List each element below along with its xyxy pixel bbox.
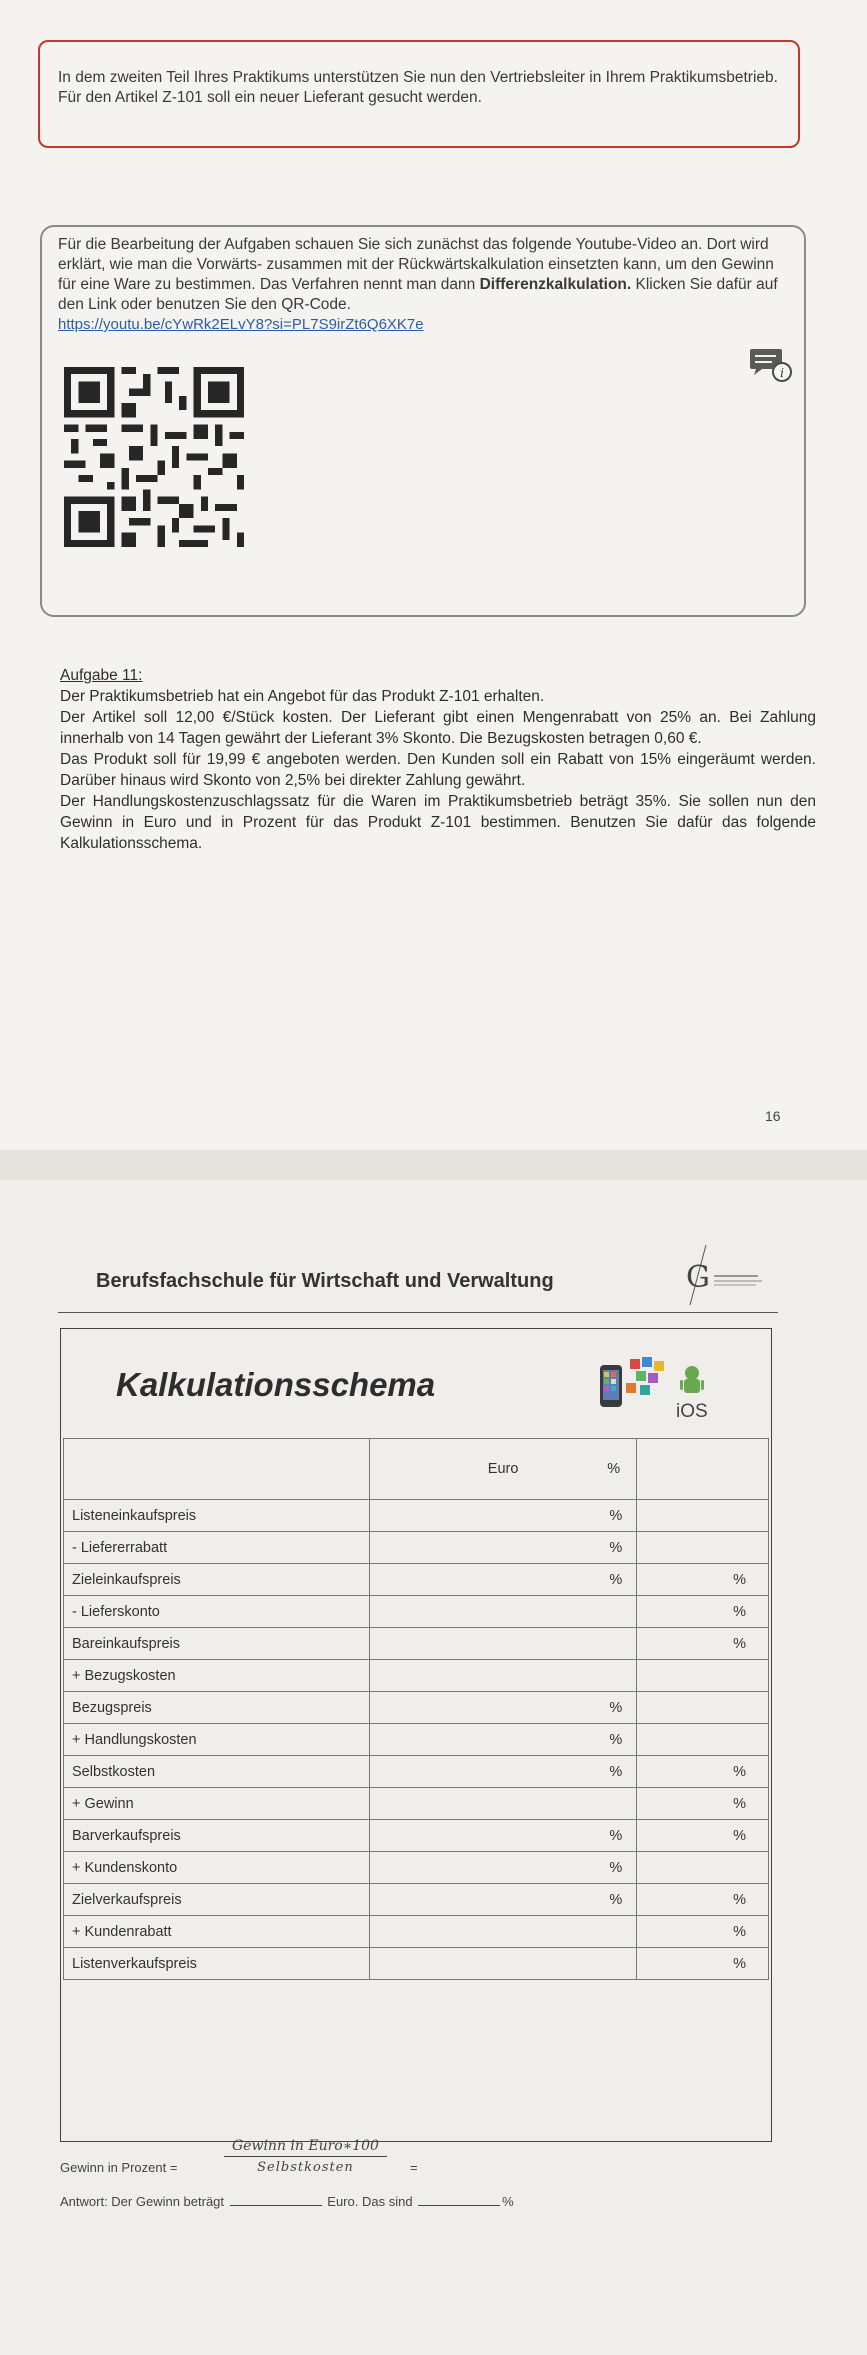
table-row [64, 1500, 769, 1532]
intro-text: In dem zweiten Teil Ihres Praktikums unterstützen Sie nun den Vertriebsleiter in Ihrem Praktikumsbetrieb. Für den Artikel Z-101 soll ein neuer Lieferant gesucht werden. [58, 69, 778, 106]
euro-cell[interactable]: % [370, 1692, 637, 1724]
formula-equals: = [410, 2160, 418, 2175]
task-paragraph-2: Das Produkt soll für 19,99 € angeboten werden. Den Kunden soll ein Rabatt von 15% eingeräumt werden. Darüber hinaus wird Skonto von 2,5% bei direkter Zahlung gewährt. [60, 751, 816, 789]
task-section [60, 665, 816, 854]
answer-part-3: % [502, 2194, 514, 2209]
row-label: Barverkaufspreis [64, 1820, 370, 1852]
percent-cell[interactable] [637, 1852, 769, 1884]
page-gap [0, 1150, 867, 1180]
table-row [64, 1916, 769, 1948]
table-row [64, 1756, 769, 1788]
formula-numerator: Gewinn in Euro∗100 [224, 2138, 387, 2157]
euro-cell[interactable] [370, 1916, 637, 1948]
task-line-1: Der Praktikumsbetrieb hat ein Angebot für das Produkt Z-101 erhalten. [60, 688, 545, 705]
euro-cell[interactable] [370, 1596, 637, 1628]
school-logo-icon [676, 1245, 776, 1305]
euro-cell[interactable] [370, 1948, 637, 1980]
percent-cell[interactable]: % [637, 1916, 769, 1948]
table-row [64, 1884, 769, 1916]
header-label-cell [64, 1439, 370, 1500]
answer-euro-blank[interactable] [230, 2193, 322, 2206]
task-heading: Aufgabe 11: [60, 667, 143, 684]
table-row [64, 1948, 769, 1980]
percent-cell[interactable] [637, 1692, 769, 1724]
table-row [64, 1788, 769, 1820]
header-rule [58, 1312, 778, 1313]
header-percent: % [637, 1439, 769, 1500]
euro-cell[interactable]: % [370, 1532, 637, 1564]
percent-cell[interactable] [637, 1724, 769, 1756]
formula-fraction [224, 2138, 387, 2175]
calculation-table [63, 1438, 769, 1980]
row-label: + Kundenrabatt [64, 1916, 370, 1948]
table-row [64, 1564, 769, 1596]
row-label: Zielverkaufspreis [64, 1884, 370, 1916]
school-name: Berufsfachschule für Wirtschaft und Verwaltung [96, 1270, 554, 1292]
euro-cell[interactable]: % [370, 1756, 637, 1788]
table-row [64, 1820, 769, 1852]
percent-cell[interactable] [637, 1532, 769, 1564]
euro-cell[interactable]: % [370, 1820, 637, 1852]
svg-text:i: i [780, 366, 784, 380]
row-label: - Liefererrabatt [64, 1532, 370, 1564]
percent-cell[interactable]: % [637, 1948, 769, 1980]
row-label: + Gewinn [64, 1788, 370, 1820]
video-text-after: Klicken Sie dafür auf den Link oder benutzen Sie den QR-Code. [58, 276, 778, 313]
row-label: + Handlungskosten [64, 1724, 370, 1756]
percent-cell[interactable]: % [637, 1596, 769, 1628]
row-label: + Kundenskonto [64, 1852, 370, 1884]
video-instruction-box [40, 225, 806, 617]
percent-cell[interactable] [637, 1500, 769, 1532]
table-row [64, 1692, 769, 1724]
table-row [64, 1724, 769, 1756]
youtube-link[interactable]: https://youtu.be/cYwRk2ELvY8?si=PL7S9irZt6Q6XK7e [58, 316, 424, 333]
info-speech-bubble-icon [746, 347, 792, 383]
euro-cell[interactable] [370, 1788, 637, 1820]
percent-cell[interactable]: % [637, 1788, 769, 1820]
row-label: Listenverkaufspreis [64, 1948, 370, 1980]
sheet-title: Kalkulationsschema [116, 1366, 436, 1403]
euro-cell[interactable]: % [370, 1884, 637, 1916]
answer-percent-blank[interactable] [418, 2193, 500, 2206]
row-label: Selbstkosten [64, 1756, 370, 1788]
euro-cell[interactable] [370, 1628, 637, 1660]
header-euro: Euro [370, 1439, 637, 1500]
table-row [64, 1596, 769, 1628]
row-label: Zieleinkaufspreis [64, 1564, 370, 1596]
row-label: Bareinkaufspreis [64, 1628, 370, 1660]
percent-cell[interactable]: % [637, 1820, 769, 1852]
formula-denominator: Selbstkosten [257, 2160, 354, 2175]
euro-cell[interactable]: % [370, 1852, 637, 1884]
percent-cell[interactable]: % [637, 1756, 769, 1788]
intro-box [38, 40, 800, 148]
formula-lhs: Gewinn in Prozent = [60, 2160, 178, 2175]
logo-letter: G [686, 1260, 710, 1295]
qr-code-icon[interactable] [64, 367, 244, 547]
header-row [64, 1439, 769, 1500]
video-text: Für die Bearbeitung der Aufgaben schauen Sie sich zunächst das folgende Youtube-Video an. Dort wird erklärt, wie man die Vorwärts- zusammen mit der Rückwärtskalkulation einsetzten kann, um den Gewinn für eine Ware zu bestimmen. Das Verfahren nennt man dann [58, 236, 774, 293]
table-row [64, 1852, 769, 1884]
row-label: Bezugspreis [64, 1692, 370, 1724]
table-row [64, 1628, 769, 1660]
row-label: + Bezugskosten [64, 1660, 370, 1692]
euro-cell[interactable]: % [370, 1564, 637, 1596]
task-paragraph-3: Der Handlungskostenzuschlagssatz für die Waren im Praktikumsbetrieb beträgt 35%. Sie sollen nun den Gewinn in Euro und in Prozent für das Produkt Z-101 bestimmen. Benutzen Sie dafür das folgende Kalkulationsschema. [60, 793, 816, 852]
euro-cell[interactable]: % [370, 1500, 637, 1532]
percent-cell[interactable] [637, 1660, 769, 1692]
ios-label: iOS [676, 1401, 708, 1422]
app-icons-collage-icon [596, 1355, 726, 1425]
table-row [64, 1660, 769, 1692]
percent-cell[interactable]: % [637, 1628, 769, 1660]
euro-cell[interactable]: % [370, 1724, 637, 1756]
row-label: Listeneinkaufspreis [64, 1500, 370, 1532]
differenzkalkulation-term: Differenzkalkulation. [479, 276, 632, 293]
page-number: 16 [765, 1108, 781, 1124]
euro-cell[interactable] [370, 1660, 637, 1692]
table-row [64, 1532, 769, 1564]
answer-part-1: Antwort: Der Gewinn beträgt [60, 2194, 225, 2209]
answer-part-2: Euro. Das sind [327, 2194, 413, 2209]
percent-cell[interactable]: % [637, 1564, 769, 1596]
answer-line [60, 2193, 514, 2209]
task-paragraph-1: Der Artikel soll 12,00 €/Stück kosten. Der Lieferant gibt einen Mengenrabatt von 25% an. Bei Zahlung innerhalb von 14 Tagen gewährt der Lieferant 3% Skonto. Die Bezugskosten betragen 0,60 €. [60, 709, 816, 747]
row-label: - Lieferskonto [64, 1596, 370, 1628]
percent-cell[interactable]: % [637, 1884, 769, 1916]
